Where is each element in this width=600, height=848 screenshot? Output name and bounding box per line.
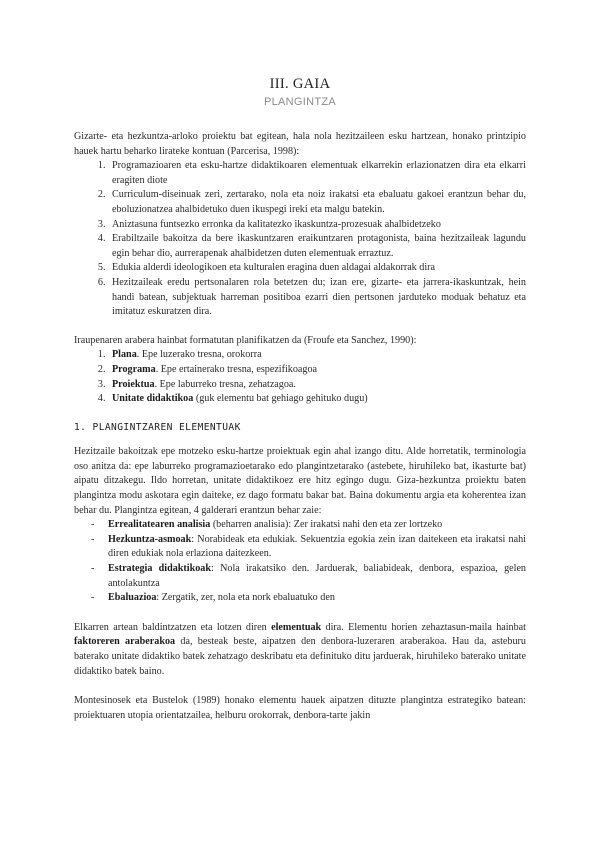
document-body — [74, 130, 526, 723]
emphasis: faktoreren araberakoa — [74, 636, 176, 648]
list-item — [108, 392, 526, 407]
element-term: Ebaluazioa — [108, 592, 157, 604]
chapter-title: III. GAIA — [269, 76, 331, 92]
format-term: Programa — [112, 363, 156, 375]
intro-paragraph: Gizarte- eta hezkuntza-arloko proiektu bat egitean, hala nola hezitzaileen esku hartzean, honako printzipio hauek hartu beharko lirateke kontuan (Parcerisa, 1998): — [74, 131, 526, 157]
elements-paragraph — [74, 621, 526, 679]
section-paragraph: Hezitzaile bakoitzak epe motzeko esku-hartze proiektuak egin ahal izango ditu. Alde horretatik, terminologia oso anitza da: epe laburreko programazioetarako edo plangintzetarako (astebete, hiruhileko bat, ikasturte bat) aipatu ditzakegu. Ildo horretan, unitate didaktikoez ere hitz egingo dugu. Giza-hezkuntza proiektu baten plangintza modu askotara egin daiteke, ez dago formatu bakar bat. Baina dokumentu argia eta koherentea izan behar du. Plangintza egitean, 4 galderari erantzun behar zaie: — [74, 446, 526, 516]
formats-intro: Iraupenaren arabera hainbat formatutan planifikatzen da (Froufe eta Sanchez, 1990): — [74, 334, 417, 346]
formats-list — [74, 348, 526, 406]
element-term: Errealitatearen analisia — [108, 519, 211, 531]
list-item — [108, 378, 526, 393]
format-desc: . Epe laburreko tresna, zehatzagoa. — [154, 378, 296, 390]
text-run: da, besteak beste, aipatzen den denbora-luzeraren araberakoa. Hau da, asteburu baterako unitate didaktiko batek zehatzago deskribatu eta definituko ditu jarduerak, hiruhileko baterako unitate didaktiko batek baino. — [74, 636, 526, 677]
list-item: 2. Curriculum-diseinuak zeri, zertarako, nola eta noiz irakatsi eta ebaluatu gakoei erantzun behar du, eboluzionatzea ahalbidetuko duen ikuspegi ireki eta malgu batekin. — [108, 188, 526, 217]
list-item: 1. Programazioaren eta esku-hartze didaktikoaren elementuak elkarrekin erlazionatzen dira eta elkarri eragiten diote — [108, 159, 526, 188]
format-desc: . Epe ertainerako tresna, espezifikoagoa — [155, 363, 318, 375]
list-item — [74, 533, 526, 562]
element-term: Hezkuntza-asmoak — [108, 533, 192, 545]
element-desc: : Nola irakatsiko den. Jarduerak, baliabideak, denbora, espazioa, gelen antolakuntza — [108, 563, 526, 589]
list-item — [108, 348, 526, 363]
emphasis: elementuak — [271, 621, 322, 633]
element-desc: : Norabideak eta edukiak. Sekuentzia egokia zein izan daitekeen eta irakatsi nahi diren edukiak nola erlaziona daitezkeen. — [108, 533, 526, 560]
list-item — [108, 363, 526, 378]
format-term: Plana — [112, 349, 137, 361]
element-desc: (beharren analisia): Zer irakatsi nahi den eta zer lortzeko — [210, 519, 443, 531]
list-item — [74, 562, 526, 591]
list-item: 6. Hezitzaileak eredu pertsonalaren rola betetzen du; izan ere, gizarte- eta jarrera-ikaskuntzak, hein handi batean, subjektuak harreman positiboa ezarri dien pertsonen jarduteko moduak behatuz eta imitatuz eskuratzen dira. — [108, 276, 526, 320]
chapter-subtitle: PLANGINTZA — [263, 96, 337, 108]
format-desc: (guk elementu bat gehiago gehituko dugu) — [193, 393, 368, 405]
format-desc: . Epe luzerako tresna, orokorra — [136, 349, 262, 361]
element-term: Estrategia didaktikoak — [108, 563, 212, 575]
section-heading: 1. PLANGINTZAREN ELEMENTUAK — [74, 421, 241, 433]
element-desc: : Zergatik, zer, nola eta nork ebaluatuko den — [156, 592, 335, 604]
closing-paragraph: Montesinosek eta Bustelok (1989) honako elementu hauek aipatzen dituzte plangintza estrategiko batean: proiektuaren utopia orientatzailea, helburu orokorrak, denbora-tarte jakin — [74, 695, 526, 721]
list-item: 4. Erabiltzaile bakoitza da bere ikaskuntzaren eraikuntzaren protagonista, baina hezitzaileak lagundu egin behar dio, aurrerapenak ahalbidetzen duten elementuak erraztuz. — [108, 232, 526, 261]
format-term: Proiektua — [112, 378, 155, 390]
elements-list — [74, 518, 526, 606]
list-item: 5. Edukia alderdi ideologikoen eta kulturalen eragina duen aldagai aldakorrak dira — [108, 261, 526, 276]
text-run: dira. Elementu horien zehaztasun-maila hainbat — [321, 621, 526, 633]
list-item — [74, 518, 526, 533]
list-item: 3. Aniztasuna funtsezko erronka da kalitatezko ikaskuntza-prozesuak ahalbidetzeko — [108, 218, 526, 233]
principles-list — [74, 159, 526, 320]
format-term: Unitate didaktikoa — [112, 393, 194, 405]
text-run: Elkarren artean baldintzatzen eta lotzen diren — [74, 621, 272, 633]
list-item — [74, 591, 526, 606]
